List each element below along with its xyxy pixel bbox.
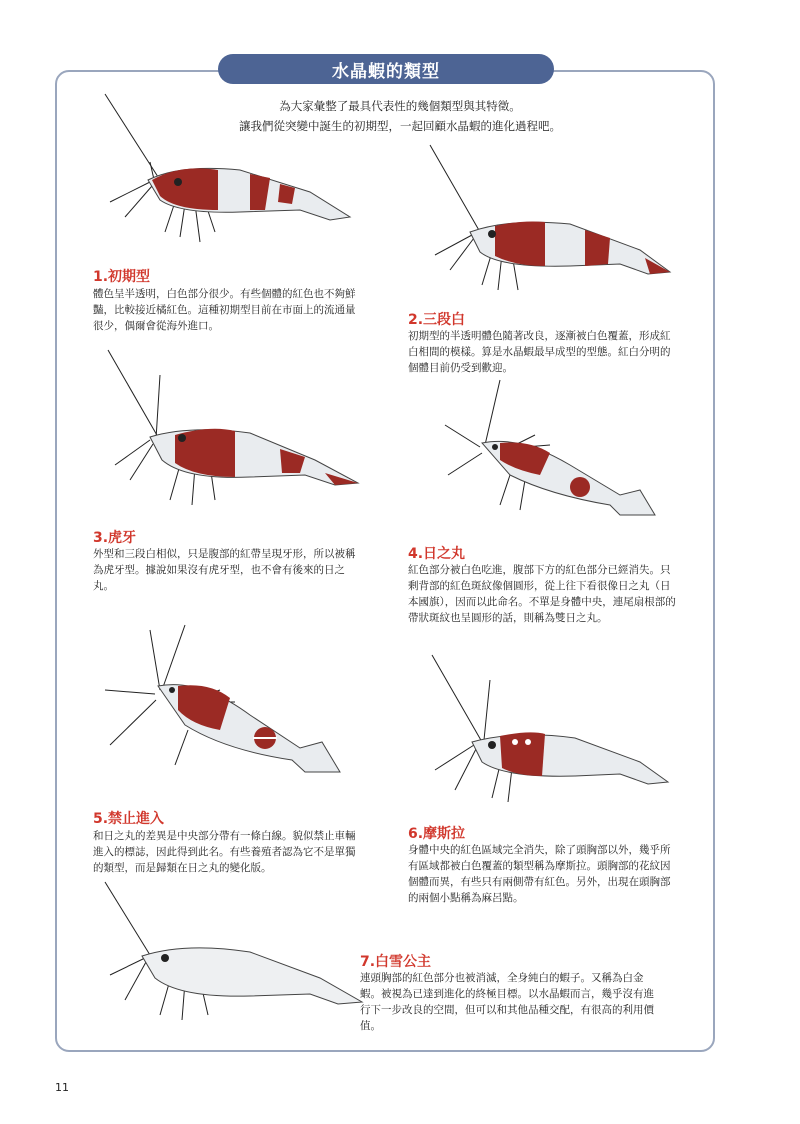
shrimp-illustration-6 [420, 650, 680, 810]
section-body-3: 外型和三段白相似，只是腹部的紅帶呈現牙形，所以被稱為虎牙型。據說如果沒有虎牙型，也不會有後來的日之丸。 [93, 548, 356, 592]
page-number: 11 [55, 1081, 69, 1094]
shrimp-illustration-3 [100, 345, 370, 515]
page-title: 水晶蝦的類型 [218, 54, 554, 84]
section-title-5: 5.禁止進入 [93, 811, 165, 827]
section-body-7: 連頭胸部的紅色部分也被消滅，全身純白的蝦子。又稱為白金蝦。被視為已達到進化的終極目標。以水晶蝦而言，幾乎沒有進行下一步改良的空間，但可以和其他品種交配，有很高的利用價值。 [360, 972, 654, 1032]
shrimp-illustration-7 [100, 880, 370, 1030]
section-body-4: 紅色部分被白色吃進，腹部下方的紅色部分已經消失。只剩背部的紅色斑紋像個圓形，從上往下看很像日之丸（日本國旗），因而以此命名。不單是身體中央，連尾扇根部的帶狀斑紋也呈圓形的話，則稱為雙日之丸。 [408, 564, 676, 624]
intro-line-2: 讓我們從突變中誕生的初期型，一起回顧水晶蝦的進化過程吧。 [239, 119, 561, 133]
section-body-1: 體色呈半透明，白色部分很少。有些個體的紅色也不夠鮮豔，比較接近橘紅色。這種初期型目前在市面上的流通量很少，偶爾會從海外進口。 [93, 288, 356, 332]
section-title-6: 6.摩斯拉 [408, 826, 466, 842]
section-body-6: 身體中央的紅色區域完全消失，除了頭胸部以外，幾乎所有區域都被白色覆蓋的類型稱為摩斯拉。頭胸部的花紋因個體而異，有些只有兩側帶有紅色。另外，出現在頭胸部的兩個小點稱為麻呂點。 [408, 844, 671, 904]
shrimp-illustration-2 [420, 140, 680, 300]
shrimp-illustration-5 [100, 620, 370, 790]
section-title-2: 2.三段白 [408, 312, 466, 328]
section-title-1: 1.初期型 [93, 269, 151, 285]
shrimp-illustration-1 [100, 92, 370, 252]
intro-line-1: 為大家彙整了最具代表性的幾個類型與其特徵。 [279, 99, 521, 113]
shrimp-illustration-4 [440, 375, 670, 525]
section-title-4: 4.日之丸 [408, 546, 466, 562]
section-title-3: 3.虎牙 [93, 530, 137, 546]
section-body-5: 和日之丸的差異是中央部分帶有一條白線。貌似禁止車輛進入的標誌，因此得到此名。有些養殖者認為它不是單獨的類型，而是歸類在日之丸的變化版。 [93, 830, 356, 874]
section-title-7: 7.白雪公主 [360, 954, 432, 970]
section-body-2: 初期型的半透明體色隨著改良，逐漸被白色覆蓋，形成紅白相間的模樣。算是水晶蝦最早成型的型態。紅白分明的個體目前仍受到歡迎。 [408, 330, 671, 374]
